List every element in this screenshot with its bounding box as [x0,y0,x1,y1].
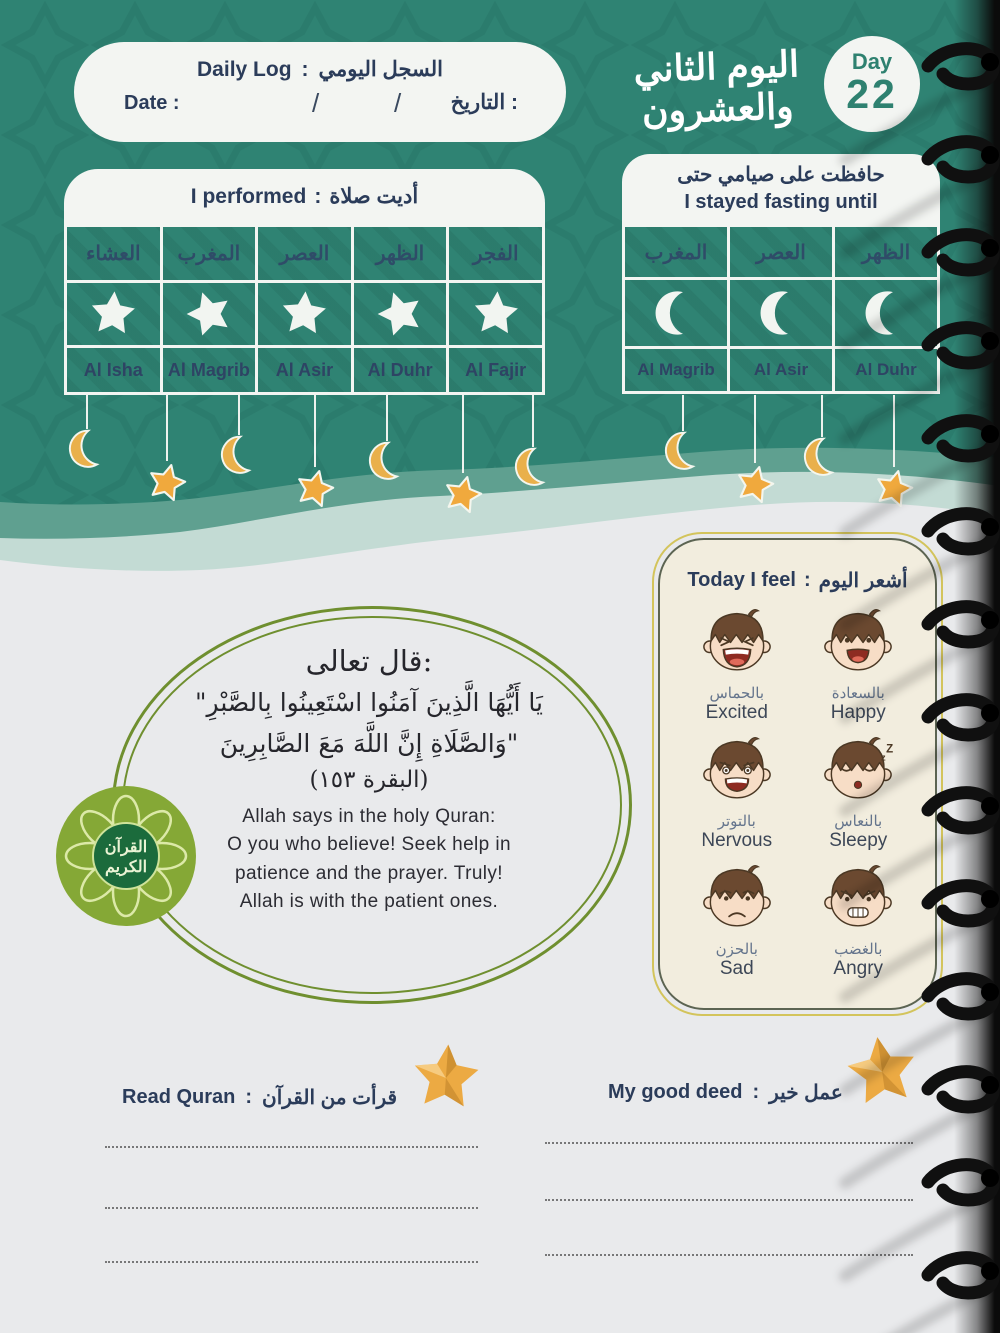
crescent-ornament-icon [663,395,703,471]
star-check-cell[interactable] [258,283,351,345]
mood-option-nervous[interactable] [676,733,798,852]
mood-header-ar: أشعر اليوم [818,570,908,592]
colon: : [301,57,309,81]
mood-panel [652,532,943,1016]
prayer-name-en: Al Duhr [835,349,937,391]
read-write-line-2[interactable] [105,1207,478,1209]
mood-label-ar: بالحزن [715,941,758,958]
gold-star-icon [406,1038,486,1123]
mood-label-en: Sad [719,958,754,979]
read-quran-label [122,1085,397,1110]
day-title-arabic: اليوم الثاني والعشرون [632,43,800,133]
mood-label-ar: بالحماس [709,685,765,702]
gold-star-icon [840,1030,924,1119]
crescent-ornament-icon [513,395,553,487]
quran-emblem-icon [56,786,196,926]
day-badge [824,36,920,132]
quote-intro-ar: قال تعالى: [305,644,433,678]
svg-text:القرآن: القرآن [104,839,148,856]
deed-write-line-2[interactable] [545,1199,913,1201]
date-slash-1: / [312,88,320,118]
mood-label-ar: بالغضب [834,941,883,958]
quote-translation-en: Allah says in the holy Quran: O you who believe! Seek help in patience and the prayer. Truly! Allah is with the patient ones. [227,805,511,912]
date-slash-2: / [394,88,402,118]
good-deed-label-ar: عمل خير [769,1082,843,1104]
star-ornament-icon [733,395,777,507]
crescent-check-cell[interactable] [835,280,937,346]
fasting-header-en: I stayed fasting until [684,191,878,213]
star-ornament-icon [872,395,916,511]
read-quran-label-ar: قرأت من القرآن [262,1087,398,1109]
daily-log-label-en: Daily Log [197,57,292,81]
mood-label-en: Nervous [701,830,773,851]
mood-header-en: Today I feel [687,569,796,591]
prayer-name-ar: الفجر [449,227,542,280]
deed-write-line-3[interactable] [545,1254,913,1256]
mood-label-en: Happy [830,702,886,723]
colon: : [245,1086,253,1108]
prayer-name-en: Al Magrib [625,349,727,391]
daily-log-label-ar: السجل اليومي [318,58,443,81]
mood-label-en: Sleepy [829,830,888,851]
star-ornament-icon [145,395,189,505]
prayer-name-ar: العصر [258,227,351,280]
mood-label-en: Angry [833,958,884,979]
mood-option-angry[interactable] [798,861,920,980]
prayer-column-al-duhr [354,227,447,392]
prayer-name-en: Al Duhr [354,348,447,392]
mood-label-ar: بالنعاس [834,813,883,830]
good-deed-label [608,1080,843,1105]
prayer-header-en: I performed [190,184,307,208]
svg-text:Z: Z [886,743,894,756]
crescent-ornament-icon [67,395,107,469]
prayer-header-ar: أديت صلاة [329,185,419,208]
crescent-check-cell[interactable] [625,280,727,346]
quote-verse-ar: "يَا أَيُّهَا الَّذِينَ آمَنُوا اسْتَعِينُوا بِالصَّبْرِ وَالصَّلَاةِ إِنَّ اللَّهَ مَعَ الصَّابِرِينَ" [195,688,543,759]
prayer-name-ar: المغرب [625,227,727,277]
day-badge-label: Day [851,49,893,75]
prayer-name-en: Al Fajir [449,348,542,392]
face-sleepy-icon [822,733,894,810]
svg-text:z: z [881,752,886,763]
prayer-name-ar: المغرب [163,227,256,280]
prayer-name-en: Al Asir [258,348,351,392]
face-excited-icon [701,605,773,682]
fasting-header-ar: حافظت على صيامي حتى [677,164,885,186]
mood-option-happy[interactable] [798,605,920,724]
read-write-line-3[interactable] [105,1261,478,1263]
notebook-edge [954,0,1000,1333]
face-nervous-icon [701,733,773,810]
fasting-column-al-duhr [835,227,937,391]
prayer-column-al-fajir [449,227,542,392]
prayer-tracker-table [64,169,545,395]
good-deed-label-en: My good deed [608,1081,743,1103]
colon: : [752,1081,760,1103]
read-quran-label-en: Read Quran [122,1086,236,1108]
prayer-name-en: Al Asir [730,349,832,391]
prayer-column-al-asir [258,227,351,392]
mood-option-sad[interactable] [676,861,798,980]
prayer-name-en: Al Magrib [163,348,256,392]
mood-label-ar: بالتوتر [717,813,756,830]
star-ornament-icon [441,395,485,517]
crescent-ornament-icon [802,395,842,477]
fasting-column-al-magrib [625,227,727,391]
fasting-tracker-table [622,154,940,394]
prayer-column-al-magrib [163,227,256,392]
svg-text:الكريم: الكريم [104,859,148,876]
fasting-column-al-asir [730,227,832,391]
colon: : [803,569,811,591]
prayer-name-ar: العشاء [67,227,160,280]
mood-panel-card [658,538,937,1010]
mood-label-ar: بالسعادة [831,685,885,702]
star-check-cell[interactable] [354,283,447,345]
prayer-name-ar: الظهر [835,227,937,277]
face-happy-icon [822,605,894,682]
read-write-line-1[interactable] [105,1146,478,1148]
star-check-cell[interactable] [67,283,160,345]
star-ornament-icon [293,395,337,511]
face-angry-icon [822,861,894,938]
date-label-en: Date : [124,92,180,114]
daily-log-card [74,42,566,142]
mood-option-sleepy[interactable] [798,733,920,852]
crescent-ornament-icon [219,395,259,475]
quran-quote [132,622,606,982]
deed-write-line-1[interactable] [545,1142,913,1144]
star-check-cell[interactable] [163,283,256,345]
prayer-name-en: Al Isha [67,348,160,392]
date-label-ar: التاريخ : [450,91,518,114]
prayer-name-ar: الظهر [354,227,447,280]
crescent-ornament-icon [367,395,407,481]
mood-label-en: Excited [705,702,768,723]
face-sad-icon [701,861,773,938]
quote-reference: (البقرة ١٥٣) [309,766,429,793]
prayer-name-ar: العصر [730,227,832,277]
day-badge-number: 22 [846,71,898,118]
mood-option-excited[interactable] [676,605,798,724]
colon: : [314,184,322,208]
star-check-cell[interactable] [449,283,542,345]
crescent-check-cell[interactable] [730,280,832,346]
prayer-column-al-isha [67,227,160,392]
date-row[interactable] [74,82,566,126]
